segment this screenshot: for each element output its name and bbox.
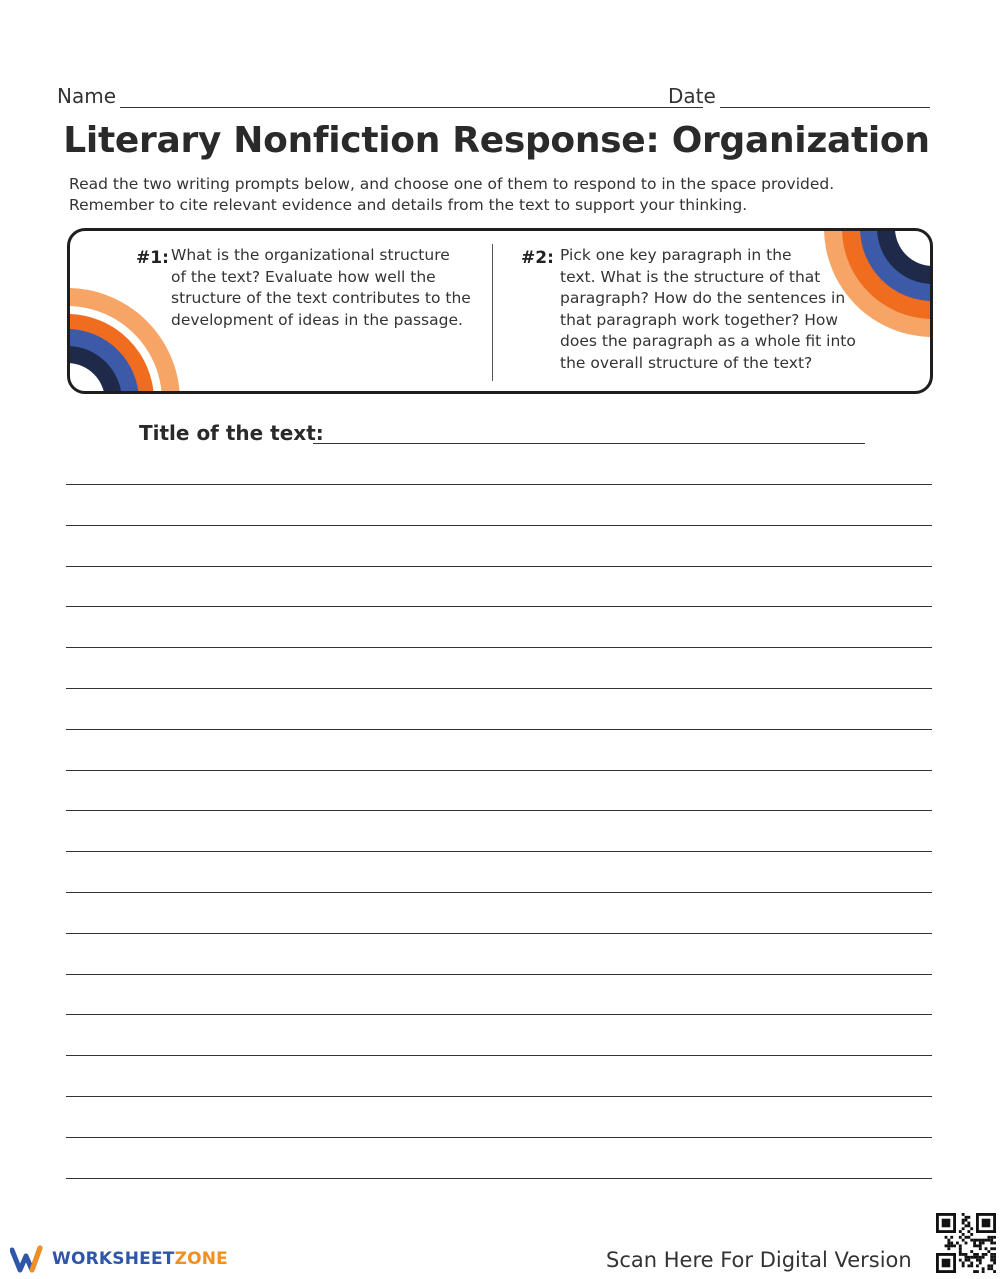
prompt-1-line: development of ideas in the passage.: [171, 310, 463, 329]
date-label: Date: [668, 84, 716, 108]
worksheet-zone-logo-icon: [10, 1244, 48, 1274]
prompt-2-line: paragraph? How do the sentences in: [560, 289, 846, 307]
response-line[interactable]: [66, 729, 932, 730]
response-line[interactable]: [66, 1178, 932, 1179]
instructions-line-2: Remember to cite relevant evidence and details from the text to support your thinking.: [69, 196, 748, 214]
text-title-label: Title of the text:: [139, 421, 324, 445]
response-line[interactable]: [66, 484, 932, 485]
response-line[interactable]: [66, 892, 932, 893]
response-line[interactable]: [66, 770, 932, 771]
prompt-1-line: What is the organizational structure: [171, 246, 450, 264]
qr-code-icon[interactable]: [936, 1213, 996, 1273]
response-line[interactable]: [66, 810, 932, 811]
prompt-2-line: does the paragraph as a whole fit into: [560, 332, 856, 350]
prompt-1-number: #1:: [136, 248, 169, 268]
response-line[interactable]: [66, 606, 932, 607]
brand-logo: [10, 1244, 250, 1276]
response-line[interactable]: [66, 1014, 932, 1015]
page-title: Literary Nonfiction Response: Organization: [63, 120, 930, 161]
name-label: Name: [57, 84, 117, 108]
brand-name-part-1: WORKSHEET: [52, 1249, 175, 1269]
prompt-2-line: Pick one key paragraph in the: [560, 246, 792, 264]
response-line[interactable]: [66, 974, 932, 975]
prompt-1-line: of the text? Evaluate how well the: [171, 267, 436, 286]
prompt-2-line: that paragraph work together? How: [560, 310, 839, 329]
response-line[interactable]: [66, 525, 932, 526]
brand-name: [52, 1249, 228, 1269]
brand-name-part-2: ZONE: [174, 1249, 228, 1269]
prompt-1-line: structure of the text contributes to the: [171, 289, 471, 307]
prompt-2-line: text. What is the structure of that: [560, 267, 821, 286]
response-line[interactable]: [66, 1055, 932, 1056]
response-line[interactable]: [66, 566, 932, 567]
response-line[interactable]: [66, 1096, 932, 1097]
response-line[interactable]: [66, 688, 932, 689]
scan-instruction: Scan Here For Digital Version: [606, 1248, 912, 1272]
response-line[interactable]: [66, 851, 932, 852]
response-line[interactable]: [66, 933, 932, 934]
prompt-2-number: #2:: [521, 248, 554, 268]
response-line[interactable]: [66, 1137, 932, 1138]
response-line[interactable]: [66, 647, 932, 648]
instructions-line-1: Read the two writing prompts below, and choose one of them to respond to in the space provided.: [69, 175, 835, 193]
prompt-2-line: the overall structure of the text?: [560, 353, 813, 372]
